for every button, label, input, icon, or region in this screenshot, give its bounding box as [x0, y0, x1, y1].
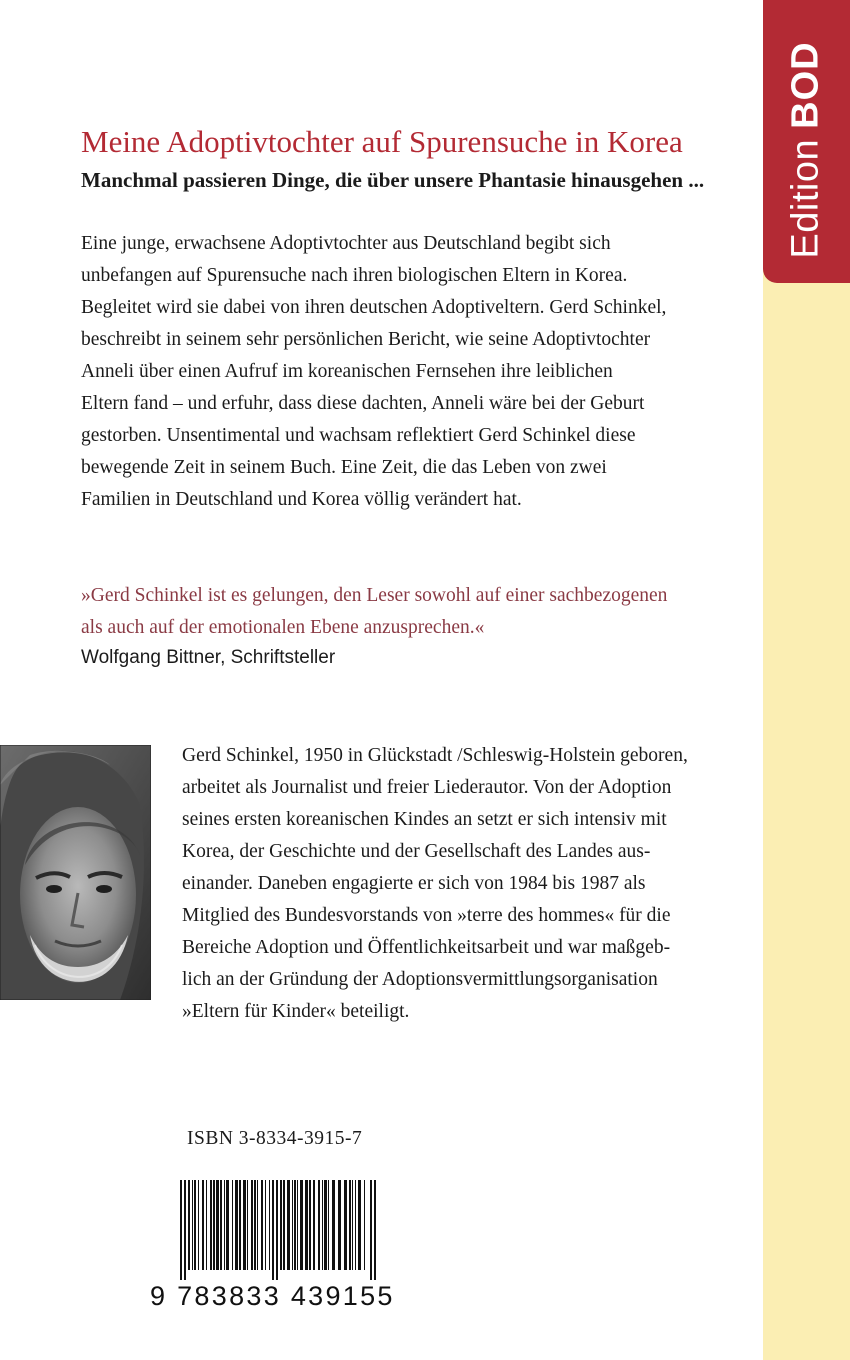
barcode-bar [328, 1180, 329, 1270]
barcode-digits: 9 783833 439155 [150, 1281, 395, 1311]
barcode-bar [272, 1180, 274, 1280]
barcode-bar [318, 1180, 320, 1270]
barcode-bar [269, 1180, 270, 1270]
bio-line: lich an der Gründung der Adoptionsvermittlungsorganisation [182, 969, 658, 990]
barcode-bar [358, 1180, 361, 1270]
quote-line: als auch auf der emotionalen Ebene anzusprechen.« [81, 617, 485, 638]
barcode-bar [322, 1180, 323, 1270]
barcode-bar [206, 1180, 207, 1270]
blurb-paragraph [81, 228, 741, 516]
barcode-bar [309, 1180, 311, 1270]
barcode-bar [374, 1180, 376, 1280]
author-portrait [0, 745, 151, 1000]
barcode-bar [198, 1180, 199, 1270]
barcode-bar [352, 1180, 353, 1270]
publisher-brand-logo: BOD [784, 41, 827, 129]
barcode-bar [188, 1180, 190, 1270]
barcode-bar [180, 1180, 182, 1280]
quote-line: »Gerd Schinkel ist es gelungen, den Leser sowohl auf einer sachbezogenen [81, 585, 668, 606]
bio-line: einander. Daneben engagierte er sich von 1984 bis 1987 als [182, 873, 646, 894]
barcode-bar [297, 1180, 298, 1270]
barcode-bar [355, 1180, 356, 1270]
barcode-bar [313, 1180, 315, 1270]
barcode-bar [235, 1180, 238, 1270]
bio-line: Bereiche Adoption und Öffentlichkeitsarbeit und war maßgeb- [182, 937, 671, 958]
bio-line: Gerd Schinkel, 1950 in Glückstadt /Schleswig-Holstein geboren, [182, 745, 688, 766]
blurb-line: unbefangen auf Spurensuche nach ihren biologischen Eltern in Korea. [81, 265, 628, 286]
barcode-bar [294, 1180, 296, 1270]
review-quote [81, 580, 667, 644]
barcode-bar [247, 1180, 248, 1270]
barcode-bar [292, 1180, 293, 1270]
publisher-label [785, 41, 828, 258]
barcode-bars [150, 1180, 400, 1280]
barcode-bar [194, 1180, 196, 1270]
book-subtitle: Manchmal passieren Dinge, die über unsere Phantasie hinausgehen ... [81, 168, 705, 192]
barcode-bar [202, 1180, 204, 1270]
barcode-bar [184, 1180, 186, 1280]
barcode-bar [370, 1180, 372, 1280]
barcode-bar [283, 1180, 285, 1270]
bio-line: »Eltern für Kinder« beteiligt. [182, 1001, 410, 1022]
barcode-bar [254, 1180, 256, 1270]
blurb-line: Begleitet wird sie dabei von ihren deutschen Adoptiveltern. Gerd Schinkel, [81, 297, 667, 318]
book-title: Meine Adoptivtochter auf Spurensuche in Korea [81, 124, 683, 159]
barcode-bar [232, 1180, 233, 1270]
barcode-bar [226, 1180, 229, 1270]
barcode-bar [213, 1180, 215, 1270]
barcode-bar [276, 1180, 278, 1280]
author-portrait-image [0, 745, 151, 1000]
bio-line: Korea, der Geschichte und der Gesellschaft des Landes aus- [182, 841, 651, 862]
blurb-line: Eltern fand – und erfuhr, dass diese dachten, Anneli wäre bei der Geburt [81, 393, 645, 414]
barcode-bar [300, 1180, 303, 1270]
author-bio [182, 740, 752, 1028]
barcode-bar [324, 1180, 327, 1270]
publisher-edition-text: Edition [784, 138, 827, 259]
blurb-line: Eine junge, erwachsene Adoptivtochter aus Deutschland begibt sich [81, 233, 611, 254]
quote-author: Wolfgang Bittner, Schriftsteller [81, 647, 336, 668]
blurb-line: beschreibt in seinem sehr persönlichen Bericht, wie seine Adoptivtochter [81, 329, 651, 350]
barcode-bar [220, 1180, 222, 1270]
barcode-bar [210, 1180, 212, 1270]
blurb-line: gestorben. Unsentimental und wachsam reflektiert Gerd Schinkel diese [81, 425, 636, 446]
barcode-bar [239, 1180, 241, 1270]
barcode-bar [251, 1180, 253, 1270]
bio-line: arbeitet als Journalist und freier Liederautor. Von der Adoption [182, 777, 672, 798]
blurb-line: bewegende Zeit in seinem Buch. Eine Zeit, die das Leben von zwei [81, 457, 607, 478]
barcode-bar [344, 1180, 347, 1270]
barcode-bar [261, 1180, 263, 1270]
bio-line: seines ersten koreanischen Kindes an setzt er sich intensiv mit [182, 809, 667, 830]
barcode-bar [338, 1180, 341, 1270]
barcode-bar [332, 1180, 335, 1270]
barcode-bar [265, 1180, 266, 1270]
barcode-bar [287, 1180, 290, 1270]
barcode-bar [257, 1180, 258, 1270]
blurb-line: Anneli über einen Aufruf im koreanischen Fernsehen ihre leiblichen [81, 361, 613, 382]
isbn-text: ISBN 3-8334-3915-7 [187, 1128, 363, 1149]
barcode-bar [224, 1180, 225, 1270]
barcode-bar [243, 1180, 246, 1270]
barcode-bar [349, 1180, 351, 1270]
blurb-line: Familien in Deutschland und Korea völlig verändert hat. [81, 489, 522, 510]
barcode [150, 1180, 400, 1310]
barcode-bar [364, 1180, 365, 1270]
barcode-bar [192, 1180, 193, 1270]
barcode-bar [216, 1180, 219, 1270]
bio-line: Mitglied des Bundesvorstands von »terre des hommes« für die [182, 905, 671, 926]
barcode-bar [305, 1180, 308, 1270]
barcode-bar [280, 1180, 282, 1270]
